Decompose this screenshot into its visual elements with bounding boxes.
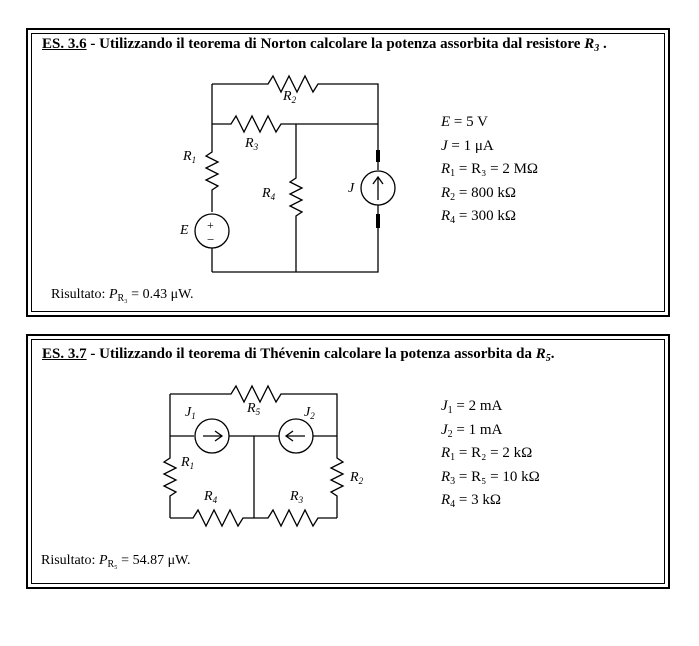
resistor-r1: [164, 436, 176, 518]
target-end: .: [599, 36, 607, 52]
resistor-r4: [170, 510, 254, 526]
label-j2: $J_2$: [304, 405, 315, 421]
label-r2: $R_2$: [350, 470, 364, 486]
exercise-number: ES. 3.7: [42, 346, 87, 362]
result-3-6: Risultato: $P_{R_3} = 0.43$ μW.: [51, 287, 194, 304]
target-resistor: $R_3$: [584, 36, 600, 54]
label-e: E: [180, 223, 189, 238]
label-j: J: [348, 181, 355, 196]
param-row: E = 5 V: [441, 114, 488, 130]
param-row: $J_2 = 1$ mA: [441, 421, 503, 440]
label-r3: $R_3$: [245, 136, 259, 152]
label-r1: $R_1$: [181, 455, 195, 471]
separator: -: [86, 346, 100, 362]
label-r3: $R_3$: [290, 489, 304, 505]
param-row: $R_3 = R_5 = 10$ kΩ: [441, 468, 540, 487]
label-j1: $J_1$: [185, 405, 196, 421]
param-row: $J_1 = 2$ mA: [441, 398, 503, 416]
param-row: $R_2 = 800$ kΩ: [441, 184, 517, 203]
minus-sign: −: [207, 232, 215, 247]
label-r1: $R_1$: [183, 149, 197, 165]
resistor-r2: [331, 436, 343, 518]
label-r5: $R_5$: [247, 401, 261, 417]
target-end: .: [550, 346, 555, 362]
resistor-r3: [254, 510, 337, 526]
plus-sign: +: [207, 218, 214, 232]
param-row: $R_1 = R_3 = 2$ MΩ: [441, 161, 539, 179]
exercise-statement: Utilizzando il teorema di Norton calcolare la potenza assorbita dal resistore: [99, 36, 581, 52]
parameters-3-7: [441, 395, 540, 513]
target-resistor: $R_5$: [535, 346, 551, 364]
label-r4: $R_4$: [204, 489, 218, 505]
label-r2: $R_2$: [283, 89, 297, 105]
result-3-7: Risultato: $P_{R_5} = 54.87$ μW.: [41, 553, 191, 570]
exercise-number: ES. 3.6: [42, 36, 87, 52]
exercise-statement: Utilizzando il teorema di Thévenin calcolare la potenza assorbita da: [99, 346, 533, 362]
param-row: $R_1 = R_2 = 2$ kΩ: [441, 445, 533, 463]
label-r4: $R_4$: [262, 186, 276, 202]
separator: -: [86, 36, 100, 52]
param-row: J = 1 μA: [441, 137, 494, 154]
param-row: $R_4 = 300$ kΩ: [441, 208, 517, 226]
param-row: $R_4 = 3$ kΩ: [441, 492, 502, 510]
